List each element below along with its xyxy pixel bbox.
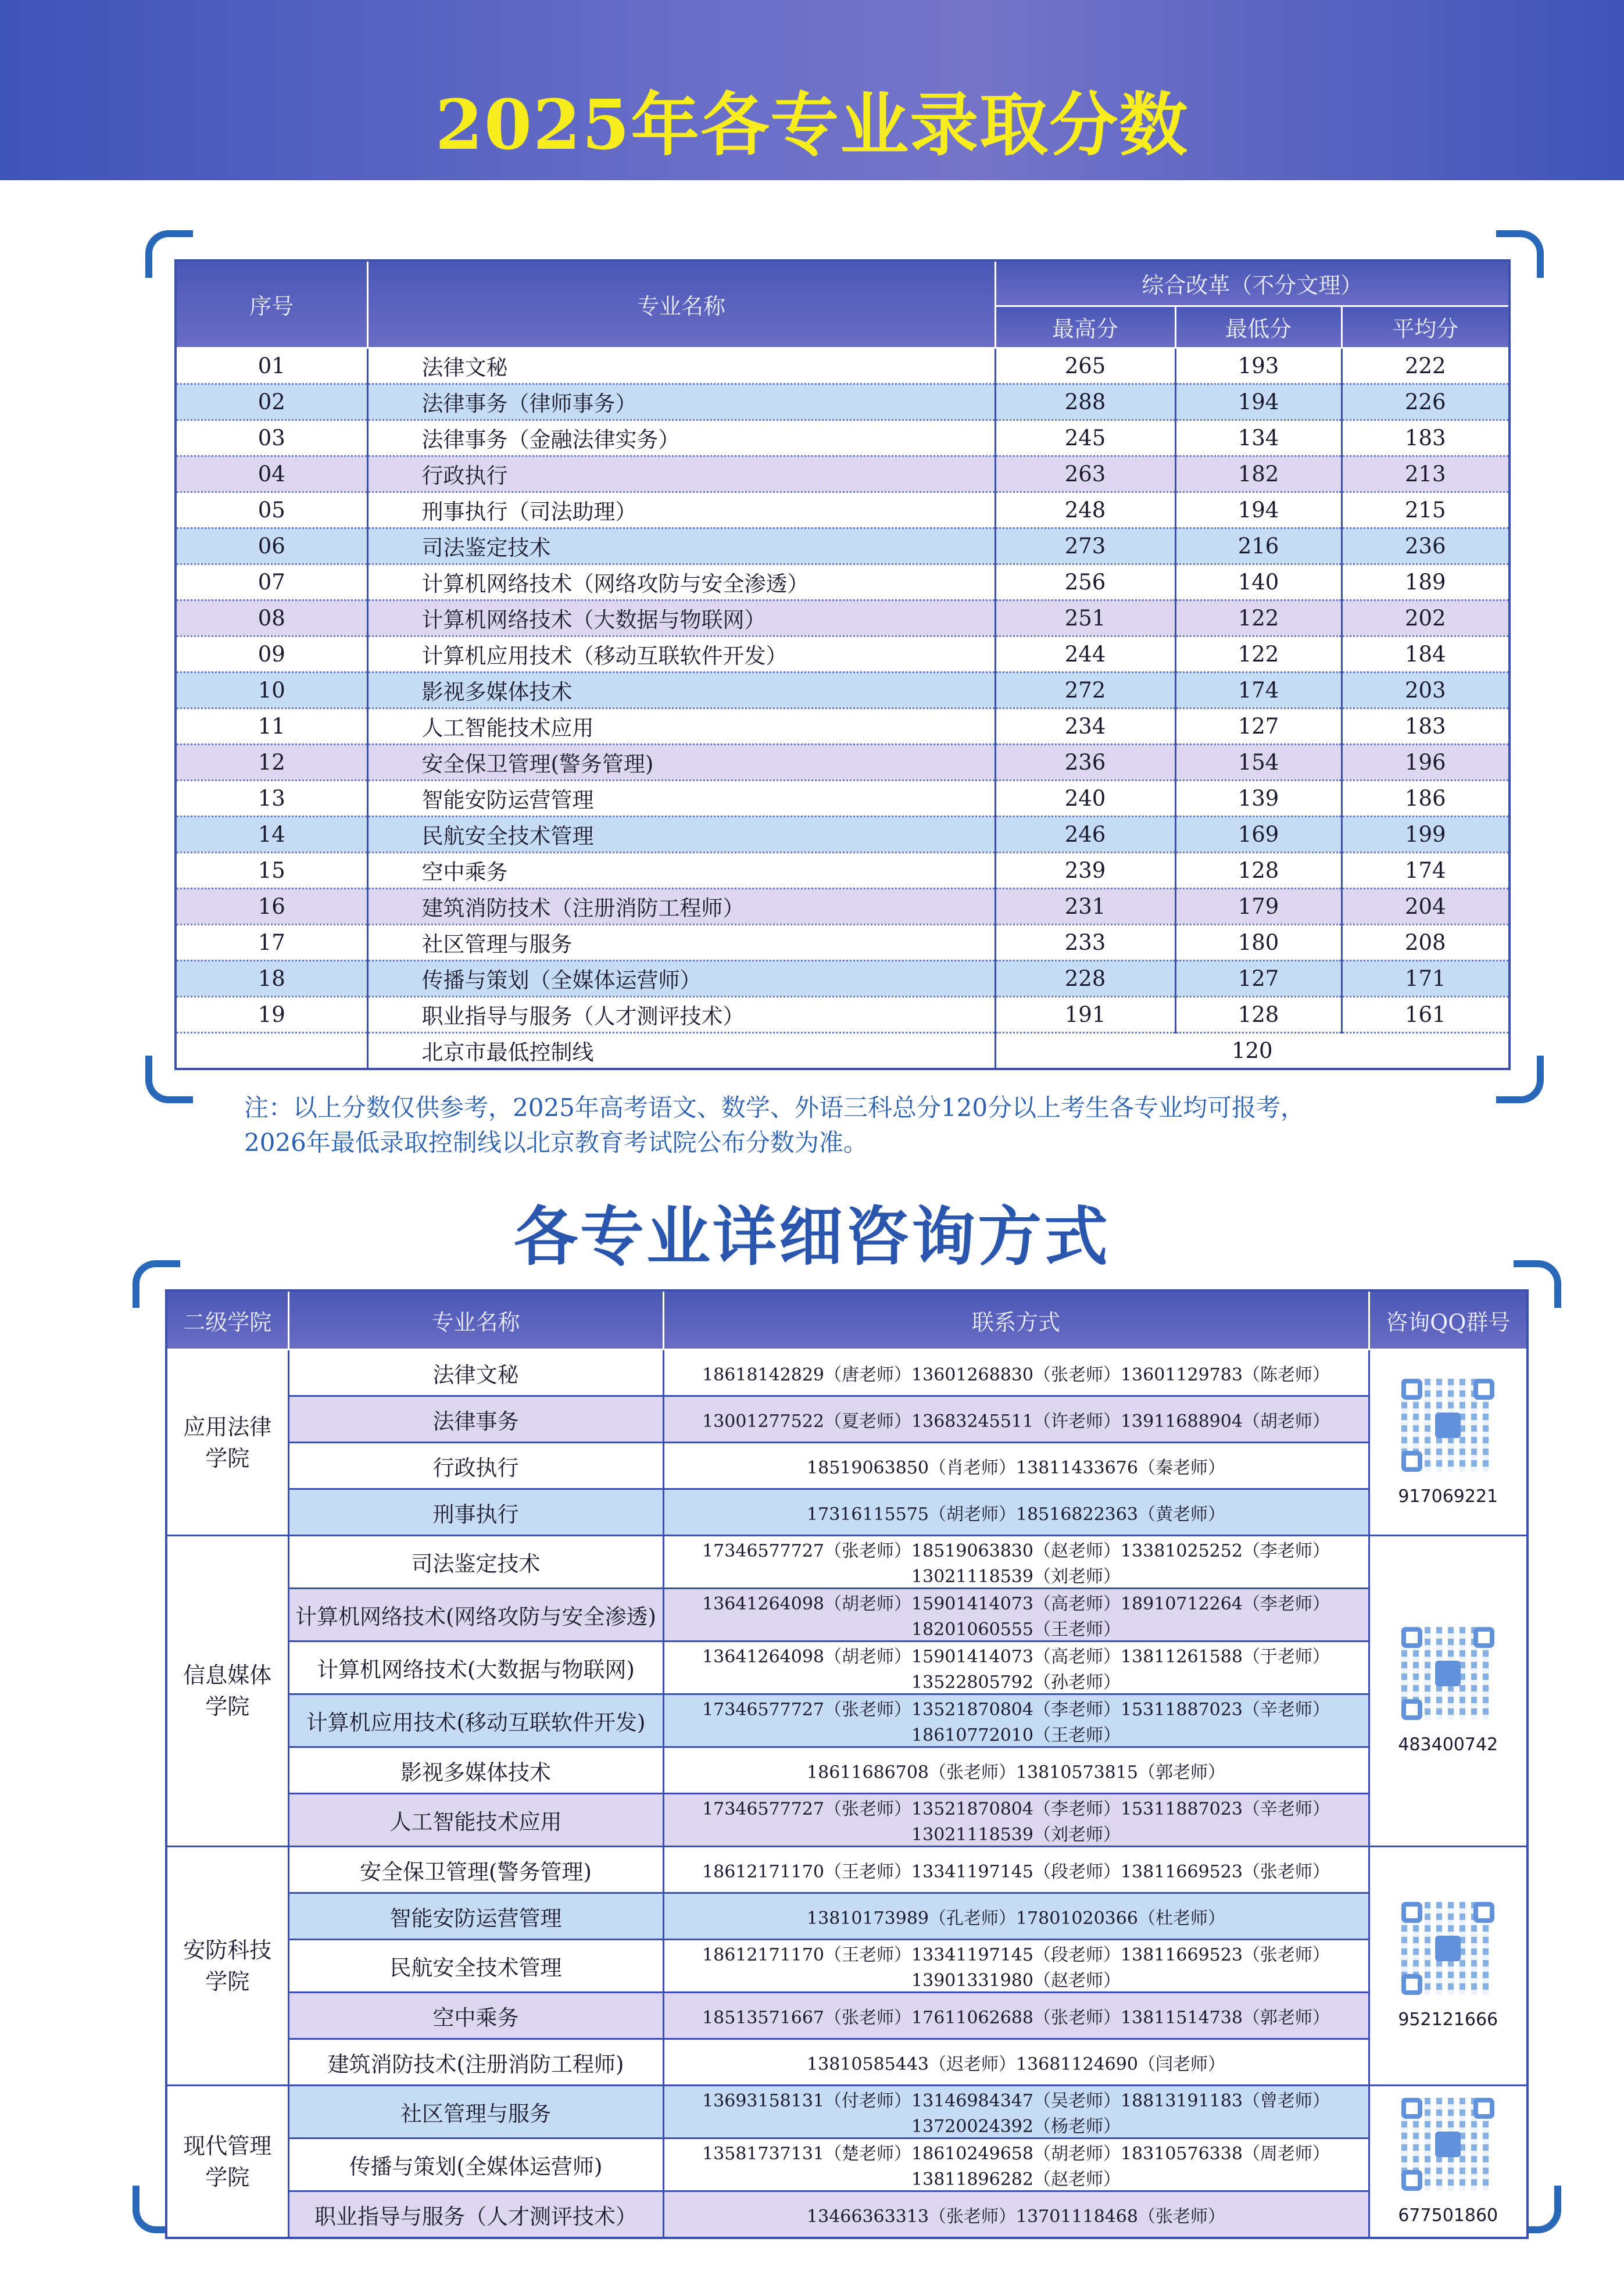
cell-contact: 18611686708（张老师）13810573815（郭老师） [663, 1747, 1369, 1794]
cell-contact: 13581737131（楚老师）18610249658（胡老师）18310576338（周老师）13811896282（赵老师） [663, 2139, 1369, 2191]
cell-avg: 215 [1342, 492, 1509, 528]
cell-major: 法律事务（律师事务） [367, 384, 995, 420]
table-row [176, 528, 1509, 564]
cell-major: 法律事务 [288, 1396, 663, 1443]
cell-major: 法律文秘 [288, 1350, 663, 1396]
cell-contact: 13641264098（胡老师）15901414073（高老师）13811261588（于老师）13522805792（孙老师） [663, 1642, 1369, 1694]
cell-major: 法律事务（金融法律实务） [367, 420, 995, 456]
table-row [176, 960, 1509, 996]
qq-group-cell [1369, 1536, 1528, 1847]
cell-max: 265 [995, 348, 1175, 384]
cell-major: 安全保卫管理(警务管理) [367, 744, 995, 780]
cell-major: 社区管理与服务 [367, 924, 995, 960]
cell-major: 职业指导与服务（人才测评技术） [367, 996, 995, 1032]
cell-major: 智能安防运营管理 [367, 780, 995, 816]
cell-major: 司法鉴定技术 [288, 1536, 663, 1589]
table-row [166, 1893, 1528, 1940]
cell-seq-empty [176, 1032, 367, 1069]
cell-avg: 202 [1342, 600, 1509, 636]
cell-seq: 14 [176, 816, 367, 852]
contact-section-title: 各专业详细咨询方式 [514, 1199, 1110, 1274]
table-row [166, 2191, 1528, 2238]
table-row [166, 1642, 1528, 1694]
cell-major: 传播与策划(全媒体运营师) [288, 2139, 663, 2191]
table-row [176, 780, 1509, 816]
cell-seq: 06 [176, 528, 367, 564]
contact-table-body [166, 1350, 1528, 2238]
cell-avg: 183 [1342, 420, 1509, 456]
cell-major: 民航安全技术管理 [288, 1940, 663, 1993]
cell-min: 128 [1175, 852, 1342, 888]
cell-min: 174 [1175, 672, 1342, 708]
qq-group-cell [1369, 1350, 1528, 1536]
cell-major: 空中乘务 [367, 852, 995, 888]
cell-avg: 199 [1342, 816, 1509, 852]
cell-major: 司法鉴定技术 [367, 528, 995, 564]
cell-max: 256 [995, 564, 1175, 600]
cell-min: 216 [1175, 528, 1342, 564]
cell-major: 智能安防运营管理 [288, 1893, 663, 1940]
cell-seq: 10 [176, 672, 367, 708]
cell-major: 行政执行 [367, 456, 995, 492]
college-name: 安防科技 学院 [166, 1847, 288, 2086]
table-row [176, 384, 1509, 420]
cell-min: 127 [1175, 708, 1342, 744]
cell-major: 影视多媒体技术 [288, 1747, 663, 1794]
control-line-value: 120 [995, 1032, 1509, 1069]
cell-avg: 222 [1342, 348, 1509, 384]
cell-seq: 19 [176, 996, 367, 1032]
cell-major: 空中乘务 [288, 1993, 663, 2039]
header-seq: 序号 [176, 260, 367, 348]
cell-contact: 17346577727（张老师）18519063830（赵老师）13381025252（李老师）13021118539（刘老师） [663, 1536, 1369, 1589]
header-major: 专业名称 [367, 260, 995, 348]
table-row [166, 1747, 1528, 1794]
college-name: 应用法律 学院 [166, 1350, 288, 1536]
college-name: 现代管理 学院 [166, 2086, 288, 2238]
qq-group-number: 952121666 [1398, 2009, 1498, 2030]
cell-min: 182 [1175, 456, 1342, 492]
cell-seq: 04 [176, 456, 367, 492]
cell-seq: 13 [176, 780, 367, 816]
cell-contact: 13810585443（迟老师）13681124690（闫老师） [663, 2039, 1369, 2086]
table-row [166, 1489, 1528, 1536]
cell-max: 191 [995, 996, 1175, 1032]
table-row [176, 816, 1509, 852]
qr-code-icon [1401, 2098, 1494, 2191]
cell-min: 122 [1175, 636, 1342, 672]
score-note [244, 1090, 1523, 1160]
table-row [176, 600, 1509, 636]
qr-code-icon [1401, 1902, 1494, 1995]
table-row [166, 2139, 1528, 2191]
cell-seq: 15 [176, 852, 367, 888]
cell-seq: 08 [176, 600, 367, 636]
cell-min: 169 [1175, 816, 1342, 852]
table-row [166, 1589, 1528, 1642]
cell-min: 179 [1175, 888, 1342, 924]
table-row [166, 1847, 1528, 1893]
cell-major: 刑事执行（司法助理） [367, 492, 995, 528]
cell-contact: 17346577727（张老师）13521870804（李老师）15311887023（辛老师）13021118539（刘老师） [663, 1794, 1369, 1847]
cell-contact: 13001277522（夏老师）13683245511（许老师）13911688904（胡老师） [663, 1396, 1369, 1443]
table-row [176, 852, 1509, 888]
table-row [176, 456, 1509, 492]
cell-major: 社区管理与服务 [288, 2086, 663, 2139]
cell-avg: 174 [1342, 852, 1509, 888]
cell-min: 127 [1175, 960, 1342, 996]
table-row [166, 2039, 1528, 2086]
cell-major: 计算机网络技术（大数据与物联网） [367, 600, 995, 636]
table-row [166, 1443, 1528, 1489]
header-major: 专业名称 [288, 1290, 663, 1350]
contact-table-container [165, 1289, 1526, 2239]
table-row [166, 1536, 1528, 1589]
cell-min: 194 [1175, 492, 1342, 528]
cell-max: 263 [995, 456, 1175, 492]
cell-contact: 18519063850（肖老师）13811433676（秦老师） [663, 1443, 1369, 1489]
cell-max: 246 [995, 816, 1175, 852]
cell-max: 234 [995, 708, 1175, 744]
cell-contact: 13641264098（胡老师）15901414073（高老师）18910712264（李老师）18201060555（王老师） [663, 1589, 1369, 1642]
cell-contact: 18513571667（张老师）17611062688（张老师）13811514738（郭老师） [663, 1993, 1369, 2039]
cell-major: 计算机应用技术(移动互联软件开发) [288, 1694, 663, 1747]
cell-major: 计算机应用技术（移动互联软件开发） [367, 636, 995, 672]
table-row [176, 888, 1509, 924]
cell-min: 134 [1175, 420, 1342, 456]
qq-group-number: 677501860 [1398, 2205, 1498, 2226]
cell-avg: 184 [1342, 636, 1509, 672]
table-row [176, 996, 1509, 1032]
cell-major: 计算机网络技术(网络攻防与安全渗透) [288, 1589, 663, 1642]
cell-contact: 13466363313（张老师）13701118468（张老师） [663, 2191, 1369, 2238]
cell-avg: 196 [1342, 744, 1509, 780]
header-max: 最高分 [995, 306, 1175, 348]
table-row [166, 1993, 1528, 2039]
cell-min: 194 [1175, 384, 1342, 420]
cell-avg: 171 [1342, 960, 1509, 996]
cell-seq: 02 [176, 384, 367, 420]
header-avg: 平均分 [1342, 306, 1509, 348]
cell-seq: 05 [176, 492, 367, 528]
cell-contact: 13693158131（付老师）13146984347（吴老师）18813191183（曾老师）13720024392（杨老师） [663, 2086, 1369, 2139]
cell-avg: 161 [1342, 996, 1509, 1032]
cell-max: 272 [995, 672, 1175, 708]
table-row [166, 1694, 1528, 1747]
cell-seq: 18 [176, 960, 367, 996]
score-table-container [174, 259, 1508, 1070]
cell-major: 人工智能技术应用 [288, 1794, 663, 1847]
qq-group-cell [1369, 1847, 1528, 2086]
cell-seq: 12 [176, 744, 367, 780]
control-line-label: 北京市最低控制线 [367, 1032, 995, 1069]
cell-max: 228 [995, 960, 1175, 996]
cell-major: 刑事执行 [288, 1489, 663, 1536]
cell-min: 122 [1175, 600, 1342, 636]
header-min: 最低分 [1175, 306, 1342, 348]
qq-group-number: 483400742 [1398, 1735, 1498, 1755]
cell-seq: 11 [176, 708, 367, 744]
cell-contact: 17346577727（张老师）13521870804（李老师）15311887023（辛老师）18610772010（王老师） [663, 1694, 1369, 1747]
cell-avg: 236 [1342, 528, 1509, 564]
table-row [166, 2086, 1528, 2139]
table-row [176, 708, 1509, 744]
cell-seq: 16 [176, 888, 367, 924]
table-row [176, 636, 1509, 672]
cell-max: 288 [995, 384, 1175, 420]
cell-major: 安全保卫管理(警务管理) [288, 1847, 663, 1893]
contact-table [165, 1289, 1529, 2239]
cell-max: 248 [995, 492, 1175, 528]
table-row [166, 1794, 1528, 1847]
table-row [176, 348, 1509, 384]
cell-major: 计算机网络技术（网络攻防与安全渗透） [367, 564, 995, 600]
cell-seq: 01 [176, 348, 367, 384]
cell-max: 244 [995, 636, 1175, 672]
cell-avg: 186 [1342, 780, 1509, 816]
cell-min: 154 [1175, 744, 1342, 780]
cell-contact: 18612171170（王老师）13341197145（段老师）13811669523（张老师） [663, 1847, 1369, 1893]
cell-max: 240 [995, 780, 1175, 816]
cell-avg: 204 [1342, 888, 1509, 924]
score-table-body [176, 348, 1509, 1069]
qr-code-icon [1401, 1379, 1494, 1472]
table-row [176, 924, 1509, 960]
cell-seq: 09 [176, 636, 367, 672]
cell-avg: 189 [1342, 564, 1509, 600]
header-qq: 咨询QQ群号 [1369, 1290, 1528, 1350]
cell-major: 影视多媒体技术 [367, 672, 995, 708]
cell-max: 245 [995, 420, 1175, 456]
cell-seq: 07 [176, 564, 367, 600]
cell-avg: 203 [1342, 672, 1509, 708]
cell-major: 职业指导与服务（人才测评技术） [288, 2191, 663, 2238]
cell-major: 法律文秘 [367, 348, 995, 384]
cell-seq: 03 [176, 420, 367, 456]
note-line-2: 2026年最低录取控制线以北京教育考试院公布分数为准。 [244, 1128, 868, 1157]
cell-major: 建筑消防技术(注册消防工程师) [288, 2039, 663, 2086]
cell-major: 人工智能技术应用 [367, 708, 995, 744]
cell-min: 140 [1175, 564, 1342, 600]
qq-group-number: 917069221 [1398, 1486, 1498, 1507]
score-table [174, 259, 1511, 1070]
control-line-row [176, 1032, 1509, 1069]
cell-max: 239 [995, 852, 1175, 888]
page-title: 2025年各专业录取分数 [435, 84, 1189, 165]
table-row [176, 492, 1509, 528]
college-name: 信息媒体 学院 [166, 1536, 288, 1847]
cell-major: 民航安全技术管理 [367, 816, 995, 852]
note-line-1: 注：以上分数仅供参考，2025年高考语文、数学、外语三科总分120分以上考生各专业均可报考， [244, 1093, 1305, 1122]
cell-major: 计算机网络技术(大数据与物联网) [288, 1642, 663, 1694]
cell-min: 128 [1175, 996, 1342, 1032]
cell-max: 251 [995, 600, 1175, 636]
cell-avg: 213 [1342, 456, 1509, 492]
cell-max: 231 [995, 888, 1175, 924]
qq-group-cell [1369, 2086, 1528, 2238]
cell-major: 建筑消防技术（注册消防工程师） [367, 888, 995, 924]
table-row [176, 672, 1509, 708]
cell-contact: 18612171170（王老师）13341197145（段老师）13811669523（张老师）13901331980（赵老师） [663, 1940, 1369, 1993]
table-row [176, 744, 1509, 780]
cell-max: 273 [995, 528, 1175, 564]
cell-min: 139 [1175, 780, 1342, 816]
cell-min: 193 [1175, 348, 1342, 384]
cell-contact: 18618142829（唐老师）13601268830（张老师）13601129783（陈老师） [663, 1350, 1369, 1396]
cell-max: 233 [995, 924, 1175, 960]
header-group: 综合改革（不分文理） [995, 260, 1509, 306]
cell-contact: 17316115575（胡老师）18516822363（黄老师） [663, 1489, 1369, 1536]
table-row [166, 1350, 1528, 1396]
table-row [166, 1396, 1528, 1443]
qr-code-icon [1401, 1627, 1494, 1720]
cell-major: 行政执行 [288, 1443, 663, 1489]
cell-avg: 208 [1342, 924, 1509, 960]
cell-major: 传播与策划（全媒体运营师） [367, 960, 995, 996]
header-contact: 联系方式 [663, 1290, 1369, 1350]
header-college: 二级学院 [166, 1290, 288, 1350]
table-row [176, 420, 1509, 456]
cell-avg: 226 [1342, 384, 1509, 420]
cell-contact: 13810173989（孔老师）17801020366（杜老师） [663, 1893, 1369, 1940]
cell-max: 236 [995, 744, 1175, 780]
table-row [166, 1940, 1528, 1993]
cell-avg: 183 [1342, 708, 1509, 744]
cell-min: 180 [1175, 924, 1342, 960]
table-row [176, 564, 1509, 600]
cell-seq: 17 [176, 924, 367, 960]
